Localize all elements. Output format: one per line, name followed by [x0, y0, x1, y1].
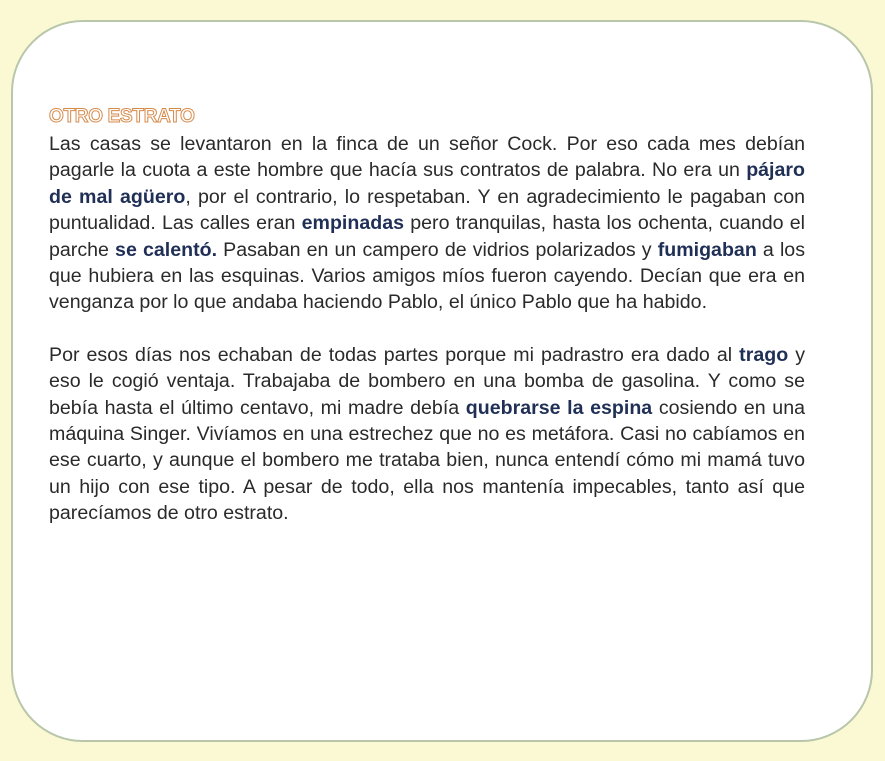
highlighted-phrase: fumigaban	[657, 238, 757, 261]
paragraph	[49, 131, 805, 316]
section-title: OTRO ESTRATO	[49, 106, 195, 127]
text-segment: y eso le cogió ventaja. Trabajaba de bombero en una bomba de gasolina. Y como se bebía hasta el último centavo, mi madre debía	[49, 343, 806, 419]
text-segment: a los que hubiera en las esquinas. Varios amigos míos fueron cayendo. Decían que era en venganza por lo que andaba haciendo Pablo, el único Pablo que ha habido.	[49, 238, 805, 314]
highlighted-phrase: quebrarse la espina	[465, 396, 653, 419]
body-text	[49, 131, 805, 527]
text-segment: Por esos días nos echaban de todas partes porque mi padrastro era dado al	[49, 343, 740, 366]
highlighted-phrase: se calentó.	[115, 238, 218, 261]
text-segment: Pasaban en un campero de vidrios polarizados y	[217, 238, 658, 261]
text-segment: Las casas se levantaron en la finca de un señor Cock. Por eso cada mes debían pagarle la cuota a este hombre que hacía sus contratos de palabra. No era un	[49, 133, 805, 182]
highlighted-phrase: pájaro de mal agüero	[49, 159, 805, 208]
paragraph	[49, 342, 805, 527]
card-content	[49, 106, 805, 527]
text-segment: cosiendo en una máquina Singer. Vivíamos en una estrechez que no es metáfora. Casi no cabíamos en ese cuarto, y aunque el bombero me trataba bien, nunca entendí cómo mi mamá tuvo un hijo con ese tipo. A pesar de todo, ella nos mantenía impecables, tanto así que parecíamos de otro estrato.	[49, 396, 805, 525]
text-segment: , por el contrario, lo respetaban. Y en agradecimiento le pagaban con puntualidad. Las calles eran	[49, 185, 806, 235]
text-card	[11, 20, 873, 742]
highlighted-phrase: empinadas	[301, 212, 405, 235]
highlighted-phrase: trago	[739, 343, 789, 366]
text-segment: pero tranquilas, hasta los ochenta, cuando el parche	[49, 212, 805, 261]
